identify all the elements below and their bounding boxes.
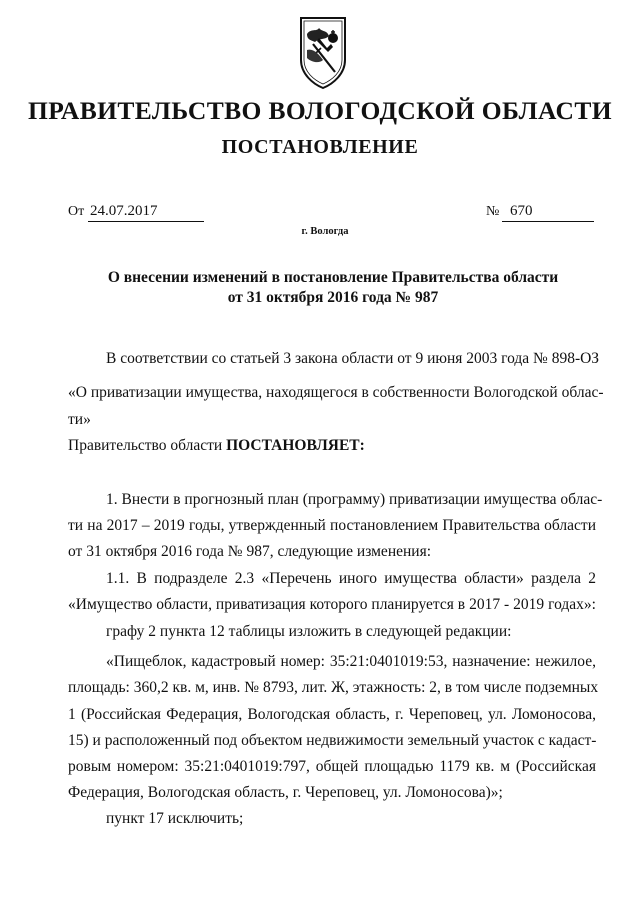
item-1-line: 1. Внести в прогнозный план (программу) приватизации имущества облас- [106, 491, 603, 508]
decree-lead: Правительство области [68, 437, 223, 454]
item-closing-line: пункт 17 исключить; [106, 810, 244, 827]
date-prefix: От [68, 204, 85, 219]
preamble-line: ти» [68, 411, 91, 428]
quote-line: ровым номером: 35:21:0401019:797, общей площадью 1179 кв. м (Российская [68, 758, 596, 775]
document-type: ПОСТАНОВЛЕНИЕ [221, 136, 419, 158]
preamble-line: «О приватизации имущества, находящегося в собственности Вологодской облас- [68, 384, 604, 401]
quote-line: «Пищеблок, кадастровый номер: 35:21:0401019:53, назначение: нежилое, [106, 653, 596, 670]
document-number: 670 [502, 203, 594, 222]
subject-line: от 31 октября 2016 года № 987 [227, 289, 439, 306]
quote-line: 15) и расположенный под объектом недвижимости земельный участок с кадаст- [68, 732, 597, 749]
quote-line: Федерация, Вологодская область, г. Череповец, ул. Ломоносова)»; [68, 784, 503, 801]
organization-title: ПРАВИТЕЛЬСТВО ВОЛОГОДСКОЙ ОБЛАСТИ [27, 96, 613, 125]
city-label: г. Вологда [301, 226, 349, 237]
decree-word: ПОСТАНОВЛЯЕТ: [226, 437, 365, 454]
quote-line: площадь: 360,2 кв. м, инв. № 8793, лит. Ж, этажность: 2, в том числе подземных [68, 679, 599, 696]
quote-line: 1 (Российская Федерация, Вологодская область, г. Череповец, ул. Ломоносова, [68, 706, 596, 723]
decree-line [68, 436, 596, 456]
item-1-line: ти на 2017 – 2019 годы, утвержденный постановлением Правительства области [68, 517, 596, 534]
document-date: 24.07.2017 [88, 203, 204, 222]
subject-line: О внесении изменений в постановление Правительства области [107, 269, 559, 286]
item-1-line: от 31 октября 2016 года № 987, следующие изменения: [68, 543, 432, 560]
document-subject [0, 268, 640, 308]
coat-of-arms-icon [297, 14, 349, 90]
item-1-1-line: 1.1. В подразделе 2.3 «Перечень иного имущества области» раздела 2 [106, 570, 596, 587]
number-prefix: № [486, 204, 500, 219]
item-1-1-line: «Имущество области, приватизация которого планируется в 2017 - 2019 годах»: [68, 596, 596, 613]
preamble-line: В соответствии со статьей 3 закона области от 9 июня 2003 года № 898-ОЗ [106, 350, 600, 367]
column-instruction: графу 2 пункта 12 таблицы изложить в следующей редакции: [106, 623, 512, 640]
